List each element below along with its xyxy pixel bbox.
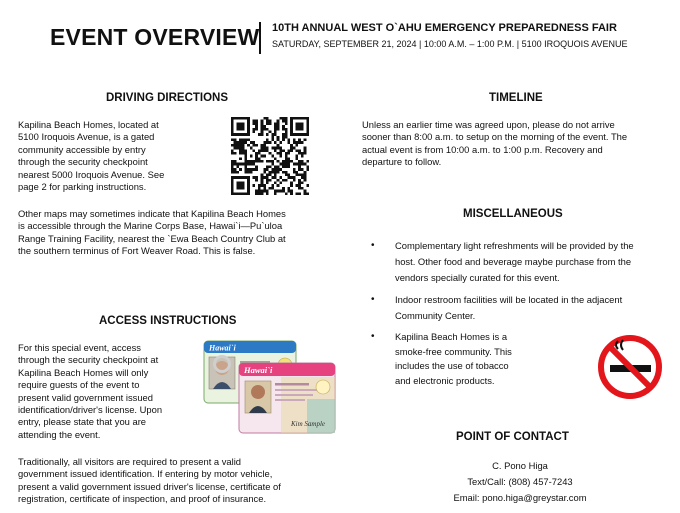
id-cards-image [203, 339, 337, 437]
point-of-contact-heading: POINT OF CONTACT [456, 431, 569, 443]
access-instructions-heading: ACCESS INSTRUCTIONS [99, 315, 237, 327]
no-smoking-icon [598, 335, 662, 399]
contact-email[interactable]: Email: pono.higa@greystar.com [453, 492, 587, 503]
access-note-text: Traditionally, all visitors are required to present a valid government issued identification. If entering by motor vehicle, present a valid government issued driver's license, certificate of registration, certificate of inspection, and proof of insurance. [18, 456, 281, 505]
page-title: EVENT OVERVIEW [50, 24, 260, 50]
list-item: • Complementary light refreshments will be provided by the host. Other food and beverage maybe purchase from the vendors specially curated for this event. [371, 240, 634, 283]
bullet-icon: • [371, 331, 375, 342]
miscellaneous-heading: MISCELLANEOUS [463, 208, 563, 220]
driving-note-text: Other maps may sometimes indicate that Kapilina Beach Homes is accessible through the Marine Corps Base, Hawai`i—Pu`uloa Range Training Facility, nearest the `Ewa Beach Country Club at the southern terminus of Fort Weaver Road. This is false. [18, 208, 286, 257]
title-divider [259, 22, 261, 54]
access-instructions-text: For this special event, access through the security checkpoint at Kapilina Beach Homes will only require guests of the event to present valid government issued identification/driver's license. Upon entry, please state that you are attending the event. [18, 342, 163, 440]
timeline-text: Unless an earlier time was agreed upon, please do not arrive sooner than 8:00 a.m. to setup on the morning of the event. The actual event is from 10:00 a.m. to 1:00 p.m. Recovery and departure to follow. [362, 119, 628, 168]
bullet-icon: • [371, 240, 375, 251]
qr-code-icon[interactable] [231, 117, 309, 195]
header [50, 20, 670, 58]
list-item: • Kapilina Beach Homes is a smoke-free community. This includes the use of tobacco and electronic products. [371, 331, 512, 386]
bullet-icon: • [371, 294, 375, 305]
event-dateline: SATURDAY, SEPTEMBER 21, 2024 | 10:00 A.M. – 1:00 P.M. | 5100 IROQUOIS AVENUE [272, 39, 628, 49]
card-signature: Kim Sample [291, 420, 326, 428]
card-back-brand: Hawai`i [209, 343, 236, 353]
event-name: 10TH ANNUAL WEST O`AHU EMERGENCY PREPAREDNESS FAIR [272, 22, 617, 34]
contact-phone[interactable]: Text/Call: (808) 457-7243 [467, 476, 573, 487]
list-item: • Indoor restroom facilities will be located in the adjacent Community Center. [371, 294, 623, 321]
id-card-front [239, 363, 335, 433]
timeline-heading: TIMELINE [489, 92, 543, 104]
driving-directions-heading: DRIVING DIRECTIONS [106, 92, 229, 104]
driving-directions-text: Kapilina Beach Homes, located at 5100 Iroquois Avenue, is a gated community accessible by entry through the security checkpoint nearest 5000 Iroquois Avenue. See page 2 for parking instructions. [18, 119, 165, 193]
contact-name: C. Pono Higa [492, 460, 548, 471]
card-front-brand: Hawai`i [244, 365, 273, 375]
